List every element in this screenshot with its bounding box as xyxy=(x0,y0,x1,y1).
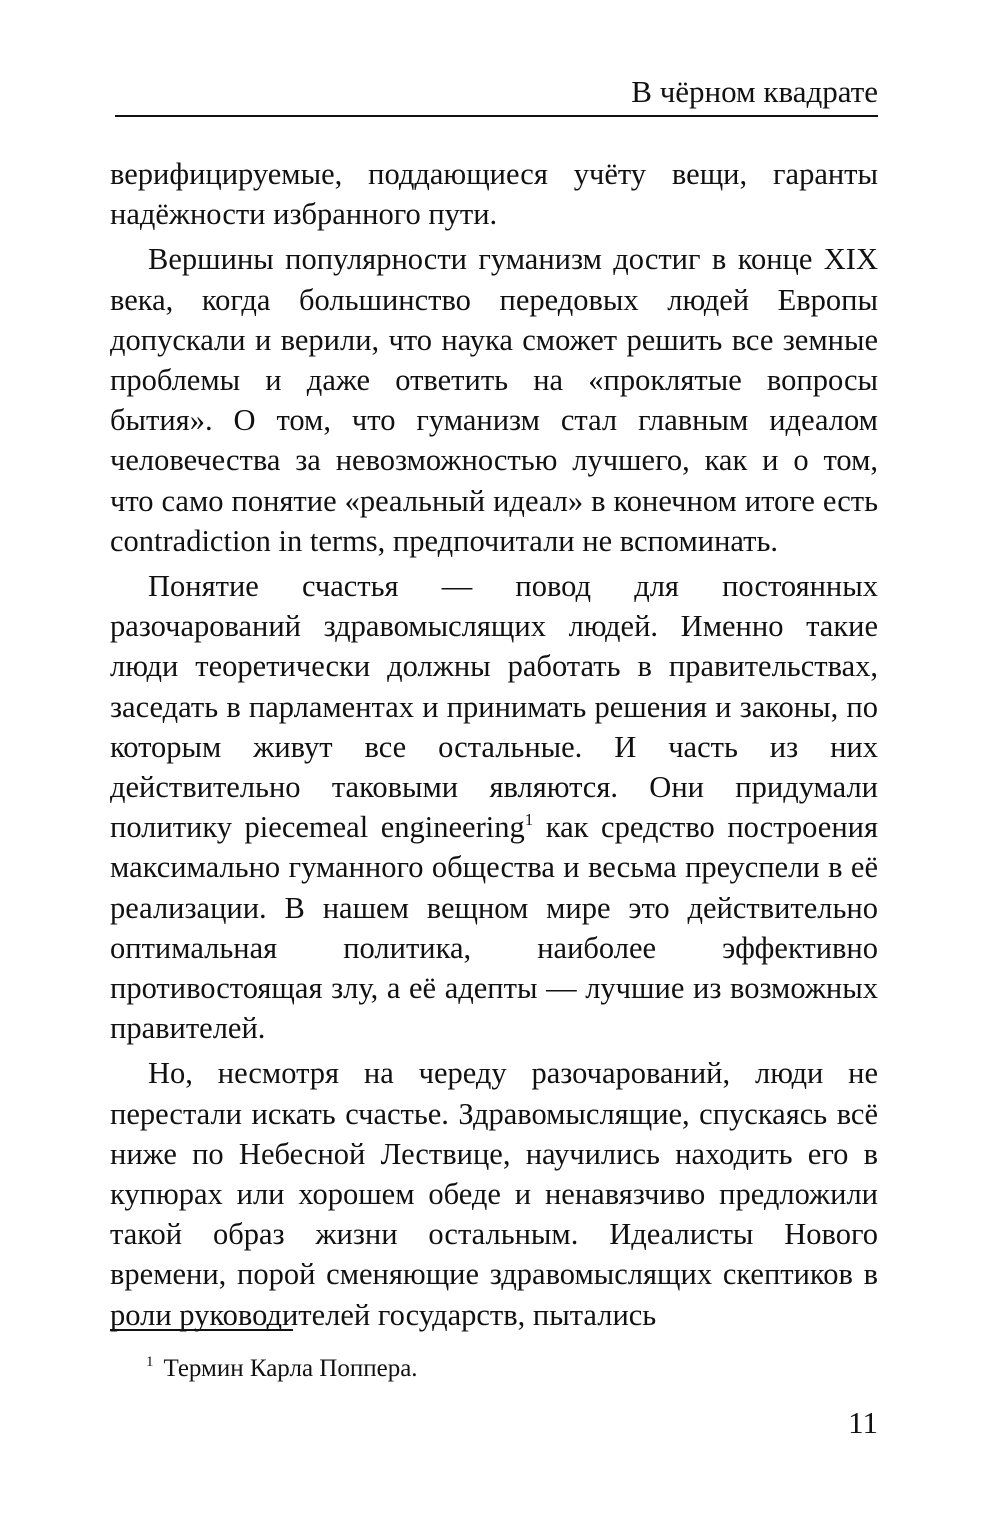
running-head-title: В чёрном квадрате xyxy=(631,74,878,109)
footnote-mark: 1 xyxy=(146,1354,154,1370)
paragraph-3 xyxy=(110,566,878,1048)
paragraph-1: верифицируемые, поддающиеся учёту вещи, гаранты надёжности избранного пути. xyxy=(110,157,878,232)
paragraph-2: Вершины популярности гуманизм достиг в конце XIX века, когда большинство передовых людей Европы допускали и верили, что наука сможет решить все земные проблемы и даже ответить на «проклятые вопросы бытия». О том, что гуманизм стал главным идеалом человечества за невозможностью лучшего, как и о том, что само понятие «реальный идеал» в конечном итоге есть contradiction in terms, предпочитали не вспоминать. xyxy=(110,242,878,558)
footnote-text: Термин Карла Поппера. xyxy=(163,1355,418,1382)
paragraph-3-text-end: как средство построения максимально гуманного общества и весьма преуспели в её реализации. В нашем вещном мире это действительно оптимальная политика, наиболее эффективно противостоящая злу, а её адепты — лучшие из возможных правителей. xyxy=(110,810,878,1046)
header-rule xyxy=(115,115,878,117)
footnote xyxy=(146,1346,846,1385)
footnote-rule xyxy=(110,1329,293,1331)
body-text xyxy=(110,154,878,1340)
paragraph-4: Но, несмотря на череду разочарований, люди не перестали искать счастье. Здравомыслящие, спускаясь всё ниже по Небесной Лествице, научились находить его в купюрах или хорошем обеде и ненавязчиво предложили такой образ жизни остальным. Идеалисты Нового времени, порой сменяющие здравомыслящих скептиков в роли руководителей государств, пытались xyxy=(110,1056,878,1332)
footnote-reference[interactable]: 1 xyxy=(524,810,534,830)
paragraph-3-text-start: Понятие счастья — повод для постоянных разочарований здравомыслящих людей. Именно такие люди теоретически должны работать в правительствах, заседать в парламентах и принимать решения и законы, по которым живут все остальные. И часть из них действительно таковыми являются. Они придумали политику piecemeal engineering xyxy=(110,569,878,845)
page-number: 11 xyxy=(848,1405,878,1440)
